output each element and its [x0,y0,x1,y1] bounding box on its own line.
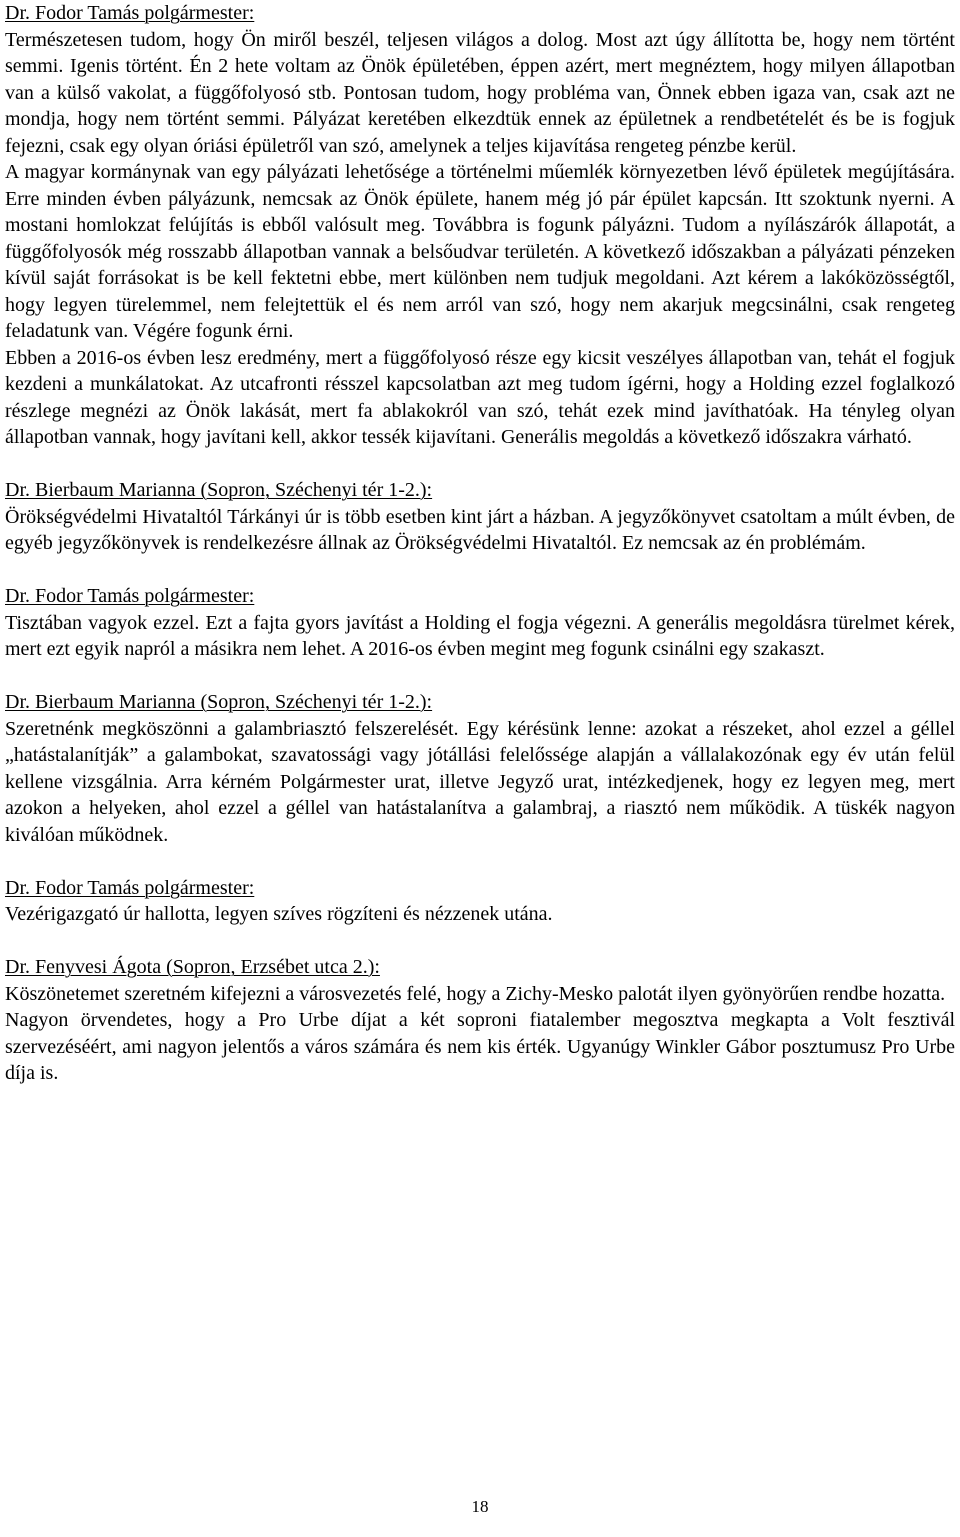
speech-paragraph: Köszönetemet szeretném kifejezni a városvezetés felé, hogy a Zichy-Mesko palotát ilyen gyönyörűen rendbe hozatta. [5,982,946,1005]
speech-paragraph: Tisztában vagyok ezzel. Ezt a fajta gyors javítást a Holding el fogja végezni. A generális megoldásra türelmet kérek, mert ezt egyik napról a másikra nem lehet. A 2016-os évben megint meg fogunk csinálni egy szakaszt. [5,611,955,660]
speech-paragraph: Ebben a 2016-os évben lesz eredmény, mert a függőfolyosó része egy kicsit veszélyes állapotban van, tehát el fogjuk kezdeni a munkálatokat. Az utcafronti résszel kapcsolatban azt meg tudom ígérni, hogy a Holding ezzel foglalkozó részlege megnézi az Önök lakását, mert fa ablakokról van szó, tehát ezek mind javíthatóak. Ha tényleg olyan állapotban vannak, hogy javítani kell, akkor tessék kijavítani. Generális megoldás a következő időszakra várható. [5,346,955,448]
speaker-name: Dr. Fodor Tamás polgármester: [5,876,255,899]
speech-block [5,689,955,848]
speech-block [5,875,955,928]
document-page [5,0,955,1087]
speaker-name: Dr. Fodor Tamás polgármester: [5,585,255,607]
speech-paragraph: Vezérigazgató úr hallotta, legyen szíves rögzíteni és nézzenek utána. [5,903,553,925]
speaker-name: Dr. Fodor Tamás polgármester: [5,2,255,24]
speaker-name: Dr. Bierbaum Marianna (Sopron, Széchenyi tér 1-2.): [5,479,433,501]
page-number: 18 [471,1497,489,1516]
speech-block [5,477,955,557]
speaker-name: Dr. Bierbaum Marianna (Sopron, Széchenyi tér 1-2.): [5,691,433,713]
speech-paragraph: Örökségvédelmi Hivataltól Tárkányi úr is több esetben kint járt a házban. A jegyzőkönyvet csatoltam a múlt évben, de egyéb jegyzőkönyvek is rendelkezésre állnak az Örökségvédelmi Hivataltól. Ez nemcsak az én problémám. [5,505,955,554]
speaker-name: Dr. Fenyvesi Ágota (Sopron, Erzsébet utca 2.): [5,956,380,978]
speech-block [5,583,955,663]
speech-paragraph: Természetesen tudom, hogy Ön miről beszél, teljesen világos a dolog. Most azt úgy állította be, hogy nem történt semmi. Igenis történt. Én 2 hete voltam az Önök épületében, éppen azért, mert megnéztem, hogy milyen állapotban van a külső vakolat, a függőfolyosó stb. Pontosan tudom, hogy probléma van, Önnek ebben igaza van, csak azt ne mondja, hogy nem történt semmi. Pályázat keretében elkezdtük ennek az épületnek a rendbetételét és be is fogjuk fejezni, csak egy olyan óriási épületről van szó, amelynek a teljes kijavítása rengeteg pénzbe kerül. [5,28,955,157]
speech-block [5,954,955,1087]
speech-block [5,0,955,451]
speech-paragraph: Nagyon örvendetes, hogy a Pro Urbe díjat a két soproni fiatalember megosztva megkapta a Volt fesztivál szervezéséért, ami nagyon jelentős a város számára és nem kis érték. Ugyanúgy Winkler Gábor posztumusz Pro Urbe díja is. [5,1009,955,1084]
speech-paragraph: Szeretnénk megköszönni a galambriasztó felszerelését. Egy kérésünk lenne: azokat a részeket, ahol ezzel a géllel „hatástalanítják” a galambokat, szavatossági vagy jótállási felelőssége alapján a vállalakozónak egy év után felül kellene vizsgálnia. Arra kérném Polgármester urat, illetve Jegyző urat, intézkedjenek, hogy ez legyen meg, mert azokon a helyeken, ahol ezzel a géllel van hatástalanítva a galambraj, a riasztó nem működik. A tüskék nagyon kiválóan működnek. [5,717,955,846]
speech-paragraph: A magyar kormánynak van egy pályázati lehetősége a történelmi műemlék környezetben lévő épületek megújítására. Erre minden évben pályázunk, nemcsak az Önök épülete, hanem még jó pár épület kapcsán. Itt szoktunk nyerni. A mostani homlokzat felújítás is ebből valósult meg. Továbbra is fogunk pályázni. Tudom a nyílászárók állapotát, a függőfolyosók még rosszabb állapotban vannak a belsőudvar területén. A következő időszakban a pályázati pénzeken kívül saját forrásokat is be kell fektetni ebbe, mert különben nem tudjuk megoldani. Azt kérem a lakóközösségtől, hogy legyen türelemmel, nem felejtettük el és nem arról van szó, hogy nem akarjuk megcsinálni, csak rengeteg feladatunk van. Végére fogunk érni. [5,161,955,342]
